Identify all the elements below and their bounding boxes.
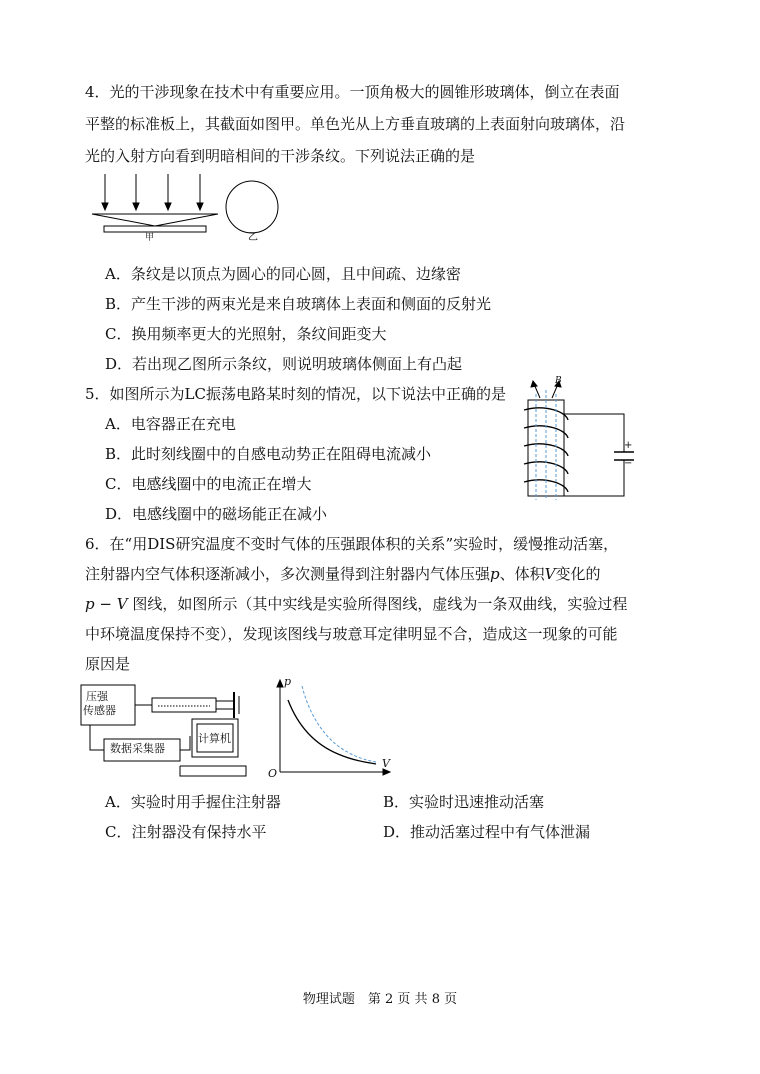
q5-option-a: A．电容器正在充电 [105,415,236,433]
page-footer: 物理试题 第 2 页 共 8 页 [302,992,458,1007]
q6-line-2-a: 注射器内空气体积逐渐减小，多次测量得到注射器内气体压强 [85,565,491,583]
capacitor-plus: + [624,440,633,451]
q5-option-b: B．此时刻线圈中的自感电动势正在阻碍电流减小 [105,445,432,463]
q4-option-c: C．换用频率更大的光照射，条纹间距变大 [105,325,387,343]
q6-option-b: B．实验时迅速推动活塞 [383,793,545,811]
q4-line-1: 4．光的干涉现象在技术中有重要应用。一顶角极大的圆锥形玻璃体，倒立在表面 [85,83,620,101]
fig-label-yi: 乙 [248,232,258,243]
computer-box-label: 计算机 [198,732,231,745]
q6-var-v: V [544,565,556,583]
q6-var-p: p [490,565,500,583]
collector-box-label: 数据采集器 [110,742,165,755]
q6-pv-graph [272,675,392,778]
q6-line-2 [85,564,601,584]
axis-p-label: p [284,675,292,688]
q6-line-1: 6．在“用DIS研究温度不变时气体的压强跟体积的关系”实验时，缓慢推动活塞， [85,535,619,553]
q6-line-4: 中环境温度保持不变），发现该图线与玻意耳定律明显不合，造成这一现象的可能 [85,625,618,643]
capacitor-minus: − [624,458,633,469]
q4-line-2: 平整的标准板上，其截面如图甲。单色光从上方垂直玻璃的上表面射向玻璃体，沿 [85,115,626,133]
q6-line-5: 原因是 [85,655,131,673]
fig-label-jia: 甲 [145,233,155,243]
q4-option-b: B．产生干涉的两束光是来自玻璃体上表面和侧面的反射光 [105,295,492,313]
q6-line-3-b: 图线，如图所示（其中实线是实验所得图线，虚线为一条双曲线，实验过程 [127,595,628,613]
sensor-box-label-1: 压强 [86,690,108,703]
q6-line-2-b: 、体积 [499,565,545,583]
q6-pv-symbol: p − V [85,595,128,613]
q4-option-d: D．若出现乙图所示条纹，则说明玻璃体侧面上有凸起 [105,355,463,373]
q6-option-a: A．实验时用手握住注射器 [105,793,281,811]
q5-option-d: D．电感线圈中的磁场能正在减小 [105,505,328,523]
q4-line-3: 光的入射方向看到明暗相间的干涉条纹。下列说法正确的是 [85,147,476,165]
q5-lc-circuit-figure [518,380,638,504]
q6-option-d: D．推动活塞过程中有气体泄漏 [383,823,591,841]
sensor-box-label-2: 传感器 [83,704,116,717]
q6-line-3 [85,594,627,614]
q6-option-c: C．注射器没有保持水平 [105,823,267,841]
axis-origin-label: O [268,767,278,780]
q6-line-2-c: 变化的 [555,565,601,583]
q4-option-a: A．条纹是以顶点为圆心的同心圆，且中间疏、边缘密 [105,265,461,283]
q5-line: 5．如图所示为LC振荡电路某时刻的情况，以下说法中正确的是 [85,385,506,403]
axis-v-label: V [382,757,390,770]
fig-label-b: B [555,376,562,386]
q5-option-c: C．电感线圈中的电流正在增大 [105,475,312,493]
